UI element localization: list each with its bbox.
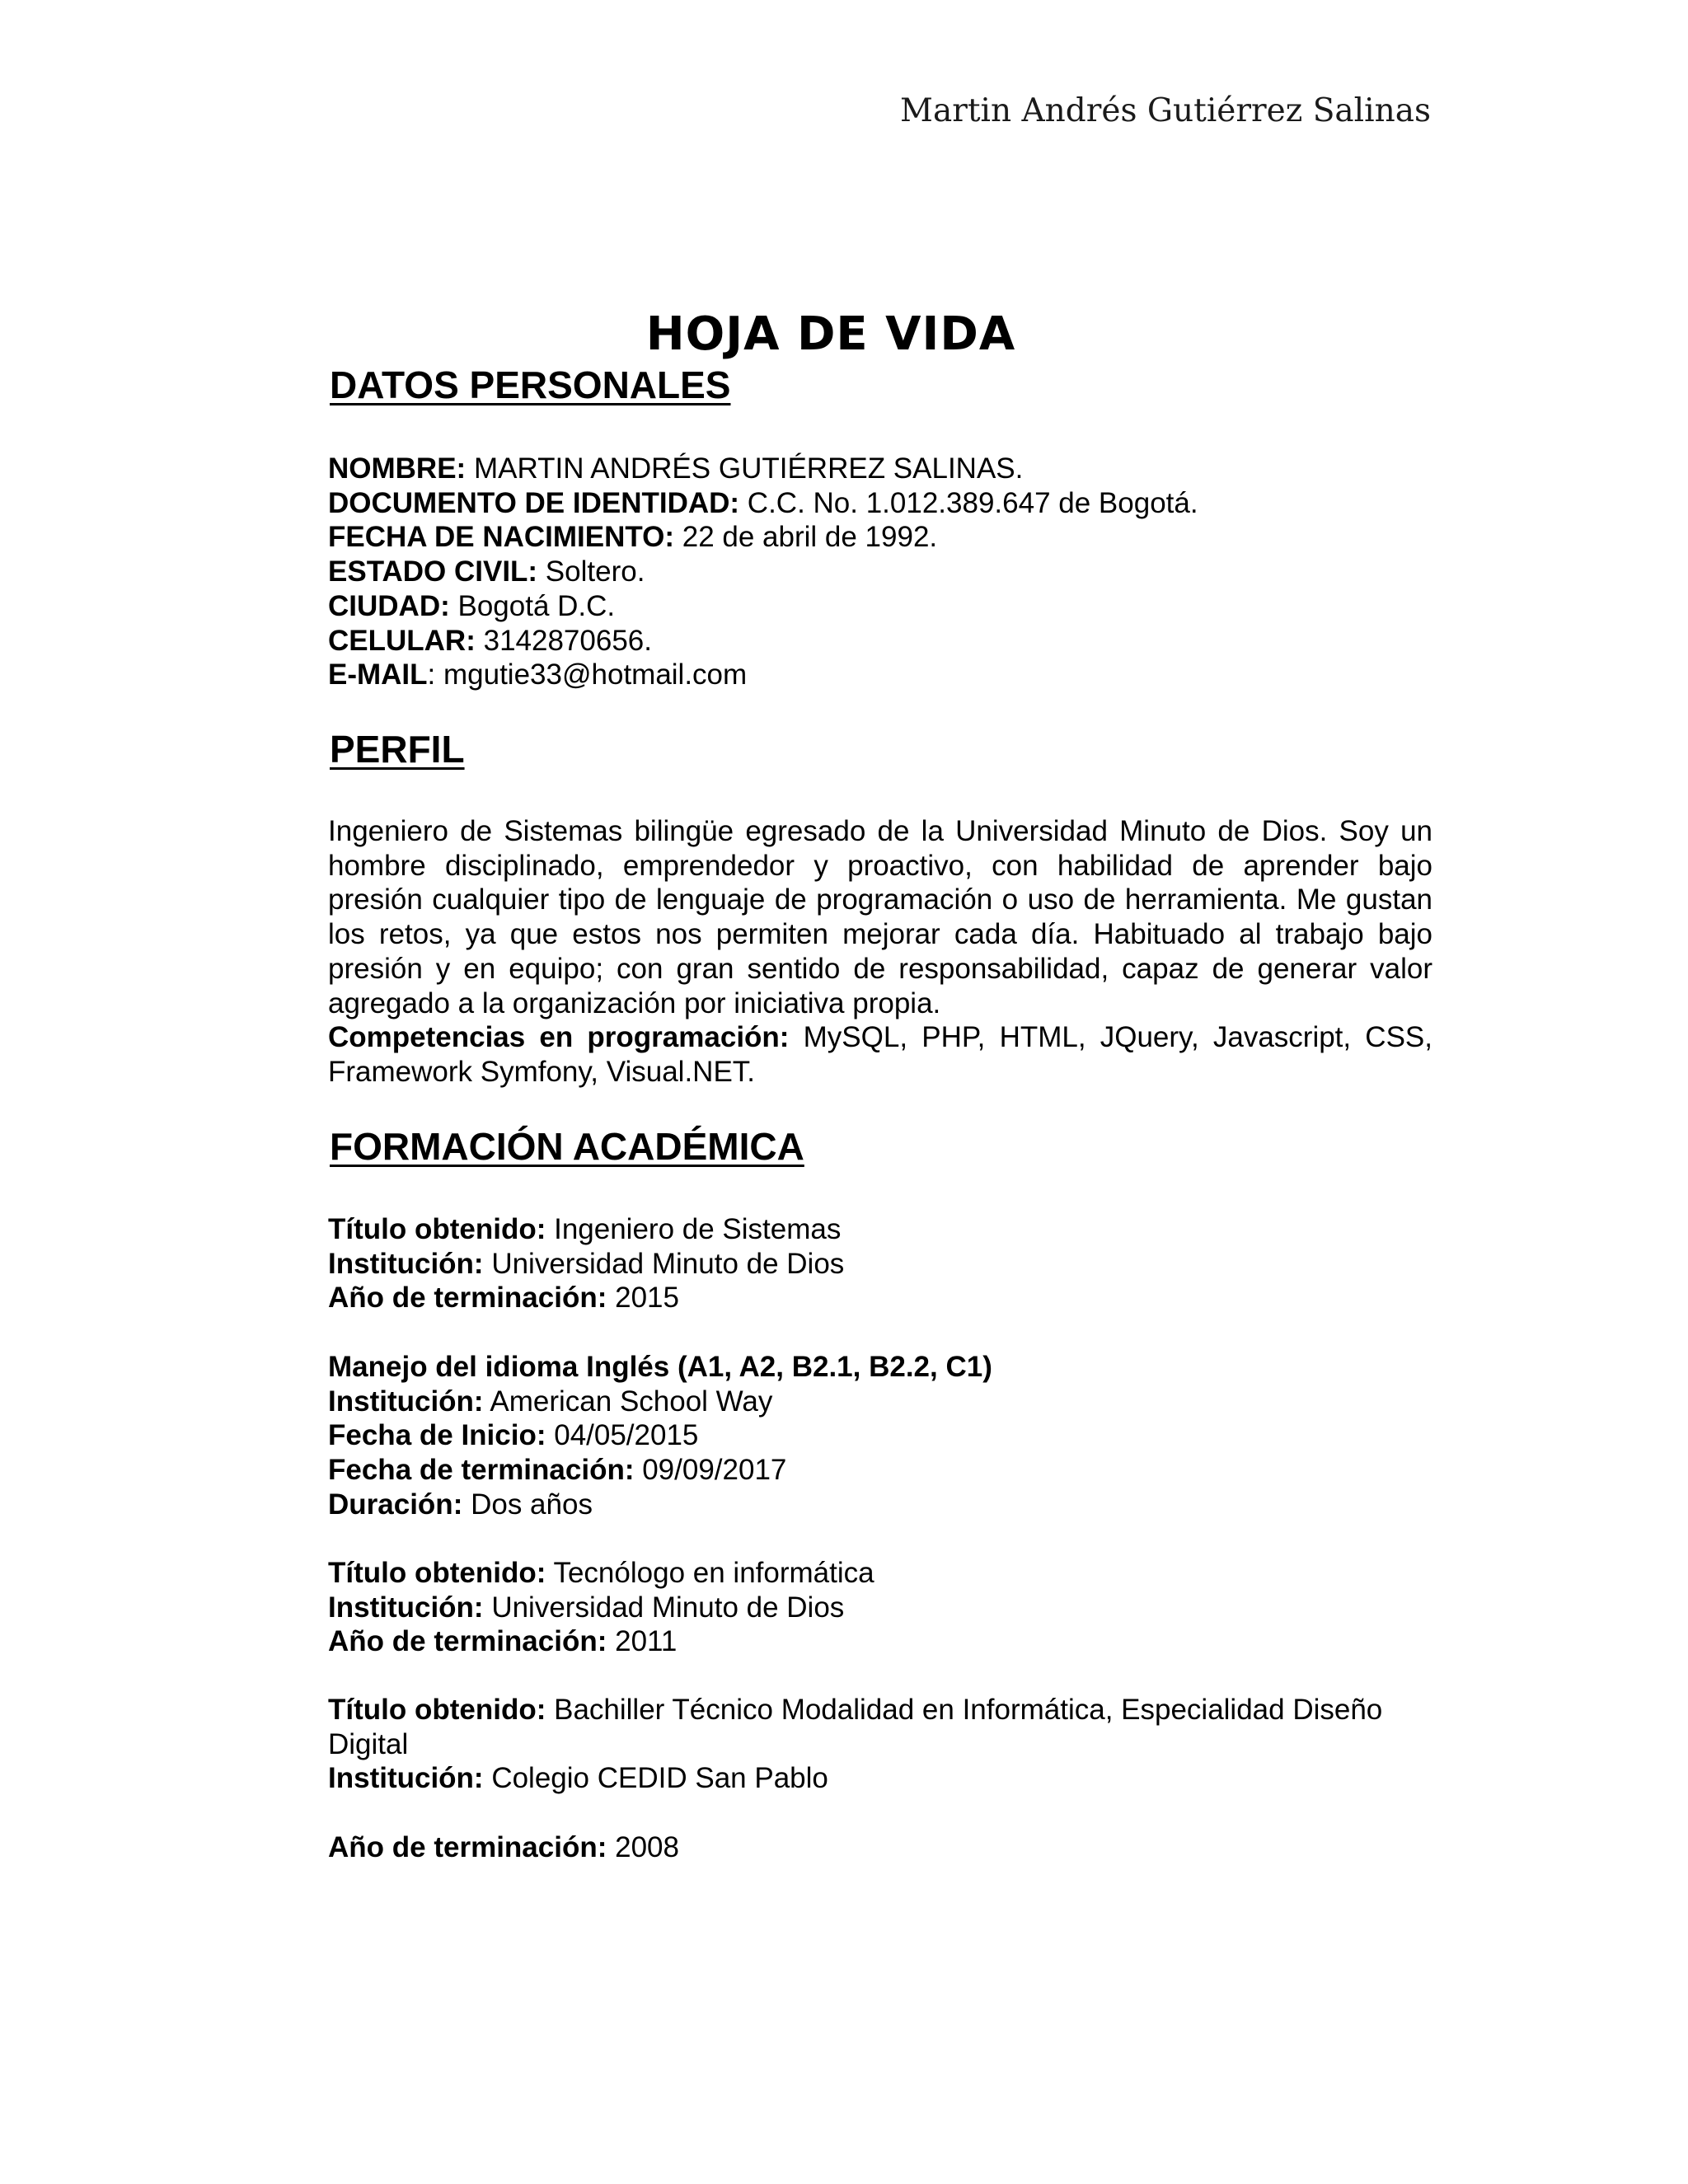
field-label: Título obtenido: [328, 1213, 546, 1245]
field-value: Ingeniero de Sistemas [546, 1213, 842, 1245]
field-label: Año de terminación: [328, 1282, 607, 1315]
field-label: FECHA DE NACIMIENTO: [328, 521, 674, 554]
field-value: Universidad Minuto de Dios [483, 1591, 845, 1624]
institution-line [328, 1591, 1432, 1625]
education-heading: FORMACIÓN ACADÉMICA [330, 1125, 804, 1168]
field-email [328, 658, 1432, 692]
field-label: Título obtenido: [328, 1557, 546, 1589]
institution-line [328, 1761, 1432, 1796]
year-line [328, 1624, 1432, 1659]
field-value: C.C. No. 1.012.389.647 de Bogotá. [739, 486, 1198, 519]
field-value: 04/05/2015 [546, 1419, 699, 1452]
field-value: Bogotá D.C. [449, 589, 616, 622]
field-value: 2008 [607, 1831, 679, 1863]
programming-skills [328, 1020, 1432, 1089]
degree-line [328, 1212, 1432, 1247]
field-label: CIUDAD: [328, 589, 450, 622]
field-value: MARTIN ANDRÉS GUTIÉRREZ SALINAS. [466, 452, 1024, 485]
field-value: 2011 [607, 1625, 678, 1658]
field-name [328, 452, 1432, 486]
education-entry-english [328, 1350, 1432, 1522]
field-label: NOMBRE: [328, 452, 467, 485]
field-label: Institución: [328, 1247, 484, 1280]
field-value: 22 de abril de 1992. [674, 521, 938, 554]
field-value: American School Way [483, 1385, 773, 1418]
field-value: Bachiller Técnico Modalidad en Informática, Especialidad Diseño [546, 1694, 1383, 1726]
education-entry-high-school [328, 1693, 1432, 1796]
field-value: Dos años [462, 1488, 593, 1521]
field-city [328, 589, 1432, 624]
institution-line [328, 1247, 1432, 1282]
field-value: : mgutie33@hotmail.com [427, 658, 748, 691]
personal-data-heading: DATOS PERSONALES [330, 363, 731, 406]
personal-data-list [328, 452, 1432, 692]
field-label: Institución: [328, 1591, 484, 1624]
end-date-line [328, 1453, 1432, 1488]
field-label: Título obtenido: [328, 1694, 546, 1726]
field-birth-date [328, 520, 1432, 555]
field-value: 3142870656. [475, 624, 652, 657]
education-entry-high-school-year [328, 1830, 1432, 1865]
skills-label: Competencias en programación: [328, 1021, 790, 1054]
field-label: CELULAR: [328, 624, 476, 657]
field-marital-status [328, 555, 1432, 589]
skills-value: MySQL, PHP, HTML, JQuery, Javascript, CSS, Framework Symfony, Visual.NET. [328, 1021, 1432, 1088]
degree-line [328, 1693, 1432, 1727]
field-value: 2015 [607, 1282, 679, 1315]
profile-heading: PERFIL [330, 728, 465, 771]
field-value: Colegio CEDID San Pablo [483, 1762, 828, 1795]
year-line [328, 1830, 1432, 1865]
profile-paragraph: Ingeniero de Sistemas bilingüe egresado de la Universidad Minuto de Dios. Soy un hombre disciplinado, emprendedor y proactivo, con habilidad de aprender bajo presión cualquier tipo de lenguaje de programación o uso de herramienta. Me gustan los retos, ya que estos nos permiten mejorar cada día. Habituado al trabajo bajo presión y en equipo; con gran sentido de responsabilidad, capaz de generar valor agregado a la organización por iniciativa propia. [328, 815, 1432, 1019]
document-title: HOJA DE VIDA [645, 307, 1016, 361]
field-id-document [328, 486, 1432, 521]
field-value: Universidad Minuto de Dios [483, 1247, 845, 1280]
field-value: Soltero. [537, 555, 645, 588]
field-value: Tecnólogo en informática [546, 1557, 874, 1589]
degree-line-continued: Digital [328, 1727, 409, 1760]
field-label: Fecha de terminación: [328, 1454, 635, 1487]
start-date-line [328, 1418, 1432, 1453]
field-label: Año de terminación: [328, 1831, 607, 1863]
field-label: E-MAIL [328, 658, 428, 691]
page-header-name: Martin Andrés Gutiérrez Salinas [900, 92, 1431, 129]
field-label: ESTADO CIVIL: [328, 555, 538, 588]
field-phone [328, 624, 1432, 658]
field-label: Fecha de Inicio: [328, 1419, 546, 1452]
field-label: Institución: [328, 1762, 484, 1795]
field-label: DOCUMENTO DE IDENTIDAD: [328, 486, 740, 519]
institution-line [328, 1385, 1432, 1419]
course-title: Manejo del idioma Inglés (A1, A2, B2.1, B2.2, C1) [328, 1351, 992, 1383]
duration-line [328, 1488, 1432, 1522]
field-value: 09/09/2017 [634, 1454, 787, 1487]
profile-section [328, 814, 1432, 1090]
education-entry-engineering [328, 1212, 1432, 1315]
degree-line [328, 1556, 1432, 1591]
field-label: Institución: [328, 1385, 484, 1418]
field-label: Año de terminación: [328, 1625, 607, 1658]
year-line [328, 1281, 1432, 1315]
field-label: Duración: [328, 1488, 463, 1521]
education-entry-technologist [328, 1556, 1432, 1659]
